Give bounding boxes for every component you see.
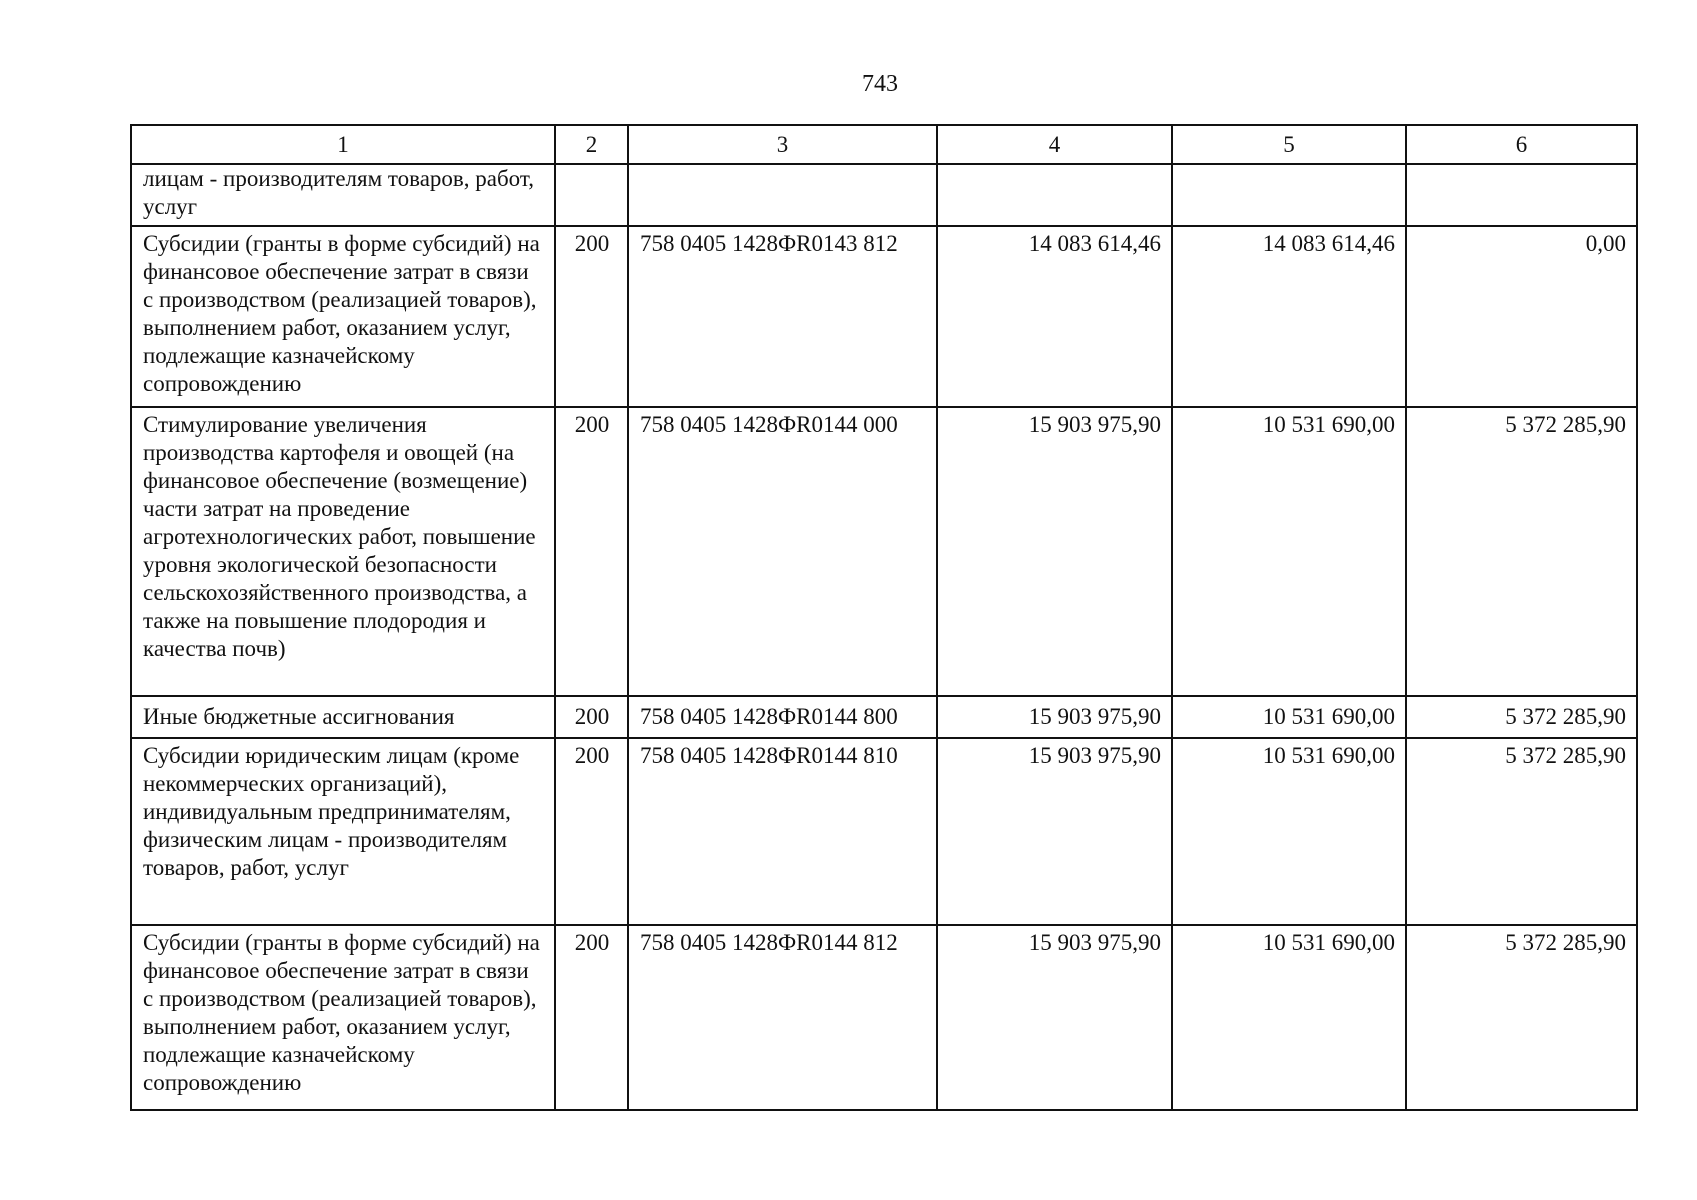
row-amount-4-cell [937, 164, 1172, 226]
row-amount-5-cell: 10 531 690,00 [1172, 696, 1406, 738]
row-code-cell: 200 [555, 925, 628, 1110]
row-kbk-cell: 758 0405 1428ФR0144 812 [628, 925, 937, 1110]
row-amount-5-cell: 10 531 690,00 [1172, 738, 1406, 925]
row-amount-4-cell: 15 903 975,90 [937, 696, 1172, 738]
column-header: 1 [131, 125, 555, 164]
table-row [131, 226, 1637, 407]
table-row [131, 696, 1637, 738]
row-amount-5-cell: 14 083 614,46 [1172, 226, 1406, 407]
row-amount-6-cell: 5 372 285,90 [1406, 925, 1637, 1110]
row-amount-6-cell [1406, 164, 1637, 226]
row-amount-6-cell: 5 372 285,90 [1406, 738, 1637, 925]
row-amount-4-cell: 14 083 614,46 [937, 226, 1172, 407]
row-amount-6-cell: 0,00 [1406, 226, 1637, 407]
row-name-cell: Субсидии (гранты в форме субсидий) на финансовое обеспечение затрат в связи с производством (реализацией товаров), выполнением работ, оказанием услуг, подлежащие казначейскому сопровождению [131, 226, 555, 407]
row-amount-5-cell [1172, 164, 1406, 226]
table-row [131, 407, 1637, 696]
column-header: 4 [937, 125, 1172, 164]
column-header: 2 [555, 125, 628, 164]
row-code-cell: 200 [555, 738, 628, 925]
row-code-cell: 200 [555, 696, 628, 738]
row-amount-4-cell: 15 903 975,90 [937, 407, 1172, 696]
table-header-row [131, 125, 1637, 164]
column-header: 5 [1172, 125, 1406, 164]
column-header: 6 [1406, 125, 1637, 164]
row-amount-5-cell: 10 531 690,00 [1172, 407, 1406, 696]
column-header: 3 [628, 125, 937, 164]
row-name-cell: Субсидии (гранты в форме субсидий) на финансовое обеспечение затрат в связи с производством (реализацией товаров), выполнением работ, оказанием услуг, подлежащие казначейскому сопровождению [131, 925, 555, 1110]
row-amount-6-cell: 5 372 285,90 [1406, 696, 1637, 738]
row-code-cell [555, 164, 628, 226]
row-kbk-cell: 758 0405 1428ФR0144 000 [628, 407, 937, 696]
row-kbk-cell [628, 164, 937, 226]
row-amount-4-cell: 15 903 975,90 [937, 738, 1172, 925]
row-code-cell: 200 [555, 407, 628, 696]
budget-table [130, 124, 1638, 1111]
table-row [131, 738, 1637, 925]
row-amount-4-cell: 15 903 975,90 [937, 925, 1172, 1110]
row-kbk-cell: 758 0405 1428ФR0144 800 [628, 696, 937, 738]
row-amount-6-cell: 5 372 285,90 [1406, 407, 1637, 696]
row-code-cell: 200 [555, 226, 628, 407]
row-name-cell: лицам - производителям товаров, работ, услуг [131, 164, 555, 226]
table-row [131, 164, 1637, 226]
row-amount-5-cell: 10 531 690,00 [1172, 925, 1406, 1110]
table-row [131, 925, 1637, 1110]
row-name-cell: Стимулирование увеличения производства картофеля и овощей (на финансовое обеспечение (возмещение) части затрат на проведение агротехнологических работ, повышение уровня экологической безопасности сельскохозяйственного производства, а также на повышение плодородия и качества почв) [131, 407, 555, 696]
row-name-cell: Субсидии юридическим лицам (кроме некоммерческих организаций), индивидуальным предпринимателям, физическим лицам - производителям товаров, работ, услуг [131, 738, 555, 925]
row-name-cell: Иные бюджетные ассигнования [131, 696, 555, 738]
page-number: 743 [862, 71, 898, 97]
row-kbk-cell: 758 0405 1428ФR0144 810 [628, 738, 937, 925]
row-kbk-cell: 758 0405 1428ФR0143 812 [628, 226, 937, 407]
